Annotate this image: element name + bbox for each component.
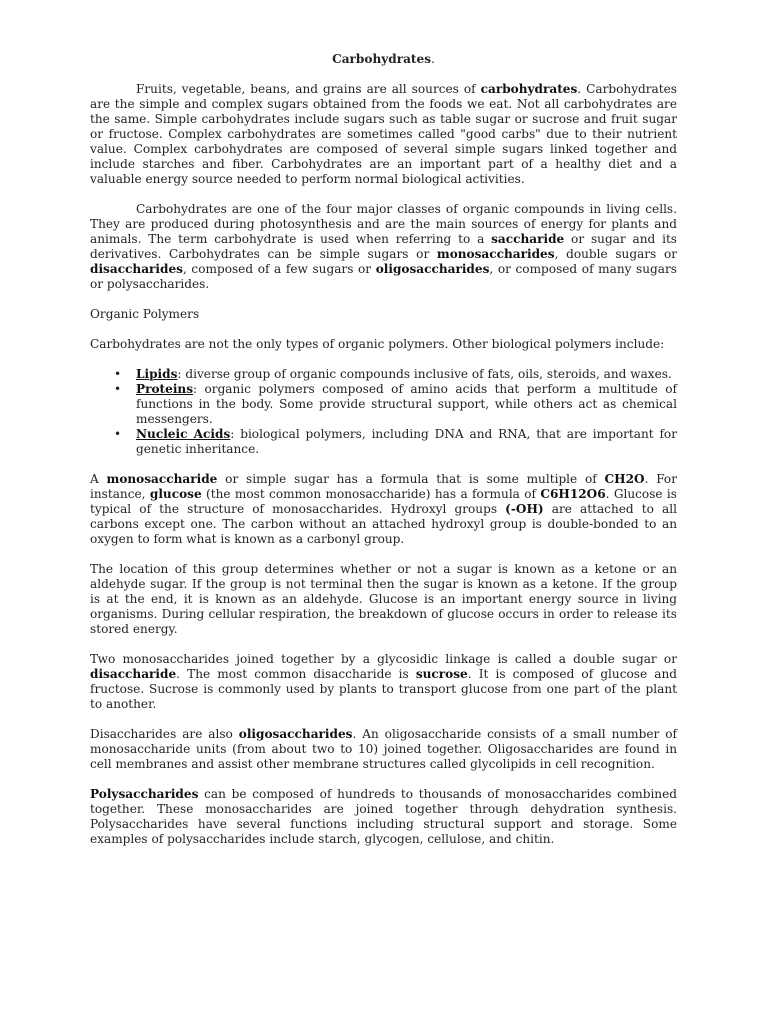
text-run: . It is composed of glucose and fructose. Sucrose is commonly used by plants to transport glucose from one part of the plant to another.: [90, 667, 677, 711]
term-monosaccharide: monosaccharide: [106, 472, 218, 486]
term-proteins: Proteins: [136, 382, 194, 396]
section-heading-organic-polymers: Organic Polymers: [90, 307, 200, 321]
text-run: or simple sugar has a formula that is some multiple of: [217, 472, 605, 486]
term-sucrose: sucrose: [415, 667, 468, 681]
term-disaccharides: disaccharides: [90, 262, 183, 276]
list-item-nucleic-acids: [114, 427, 677, 457]
text-run: can be composed of hundreds to thousands of monosaccharides combined together. These monosaccharides are joined together through dehydration synthesis. Polysaccharides have several functions including structural support and storage. Some examples of polysaccharides include starch, glycogen, cellulose, and chitin.: [90, 787, 677, 846]
term-nucleic-acids: Nucleic Acids: [136, 427, 231, 441]
text-run: . Carbohydrates are the simple and complex sugars obtained from the foods we eat. Not all carbohydrates are the same. Simple carbohydrates include sugars such as table sugar or sucrose and fruit sugar or fructose. Complex carbohydrates are sometimes called "good carbs" due to their nutrient value. Complex carbohydrates are composed of several simple sugars linked together and include starches and fiber. Carbohydrates are an important part of a healthy diet and a valuable energy source needed to perform normal biological activities.: [90, 82, 677, 186]
formula-c6h12o6: C6H12O6: [540, 487, 606, 501]
text-run: . An oligosaccharide consists of a small number of monosaccharide units (from about two to 10) joined together. Oligosaccharides are found in cell membranes and assist other membrane structures called glycolipids in cell recognition.: [90, 727, 677, 771]
formula-ch2o: CH2O: [604, 472, 645, 486]
document-title: [90, 52, 677, 67]
list-item-lipids: [114, 367, 677, 382]
text-run: (the most common monosaccharide) has a formula of: [201, 487, 541, 501]
list-item-text: : biological polymers, including DNA and RNA, that are important for genetic inheritance.: [136, 427, 677, 456]
text-run: . For instance,: [90, 472, 677, 501]
text-run: Two monosaccharides joined together by a glycosidic linkage is called a double sugar or: [90, 652, 677, 666]
paragraph-polysaccharides: [90, 787, 677, 847]
title-text: Carbohydrates: [332, 52, 432, 66]
term-disaccharide: disaccharide: [90, 667, 177, 681]
term-monosaccharides: monosaccharides: [436, 247, 555, 261]
text-run: Carbohydrates are one of the four major classes of organic compounds in living cells. They are produced during photosynthesis and are the main sources of energy for plants and animals. The term carbohydrate is used when referring to a: [90, 202, 677, 246]
text-run: , or composed of many sugars or polysaccharides.: [90, 262, 677, 291]
term-glucose: glucose: [149, 487, 202, 501]
paragraph-intro: [90, 82, 677, 187]
text-run: A: [90, 472, 107, 486]
term-saccharide: saccharide: [491, 232, 565, 246]
paragraph-disaccharide: [90, 652, 677, 712]
list-item-text: : diverse group of organic compounds inclusive of fats, oils, steroids, and waxes.: [177, 367, 672, 381]
paragraph-ketone-aldehyde: The location of this group determines whether or not a sugar is known as a ketone or an aldehyde sugar. If the group is not terminal then the sugar is known as a ketone. If the group is at the end, it is known as an aldehyde. Glucose is an important energy source in living organisms. During cellular respiration, the breakdown of glucose occurs in order to release its stored energy.: [90, 562, 677, 636]
term-oligosaccharides: oligosaccharides: [238, 727, 353, 741]
bullet-marker: •: [114, 427, 122, 441]
bullet-marker: •: [114, 382, 122, 396]
paragraph-monosaccharide: [90, 472, 677, 547]
paragraph-classes: [90, 202, 677, 292]
list-item-text: : organic polymers composed of amino acids that perform a multitude of functions in the body. Some provide structural support, while others act as chemical messengers.: [136, 382, 677, 426]
text-run: are attached to all carbons except one. The carbon without an attached hydroxyl group is double-bonded to an oxygen to form what is known as a carbonyl group.: [90, 502, 677, 546]
bullet-marker: •: [114, 367, 122, 381]
term-lipids: Lipids: [136, 367, 178, 381]
paragraph-oligosaccharides: [90, 727, 677, 772]
text-run: , composed of a few sugars or: [182, 262, 376, 276]
text-run: Fruits, vegetable, beans, and grains are all sources of: [136, 82, 481, 96]
paragraph-polymers: Carbohydrates are not the only types of organic polymers. Other biological polymers include:: [90, 337, 665, 351]
text-run: , double sugars or: [554, 247, 678, 261]
text-run: Disaccharides are also: [90, 727, 239, 741]
term-oligosaccharides: oligosaccharides: [375, 262, 490, 276]
term-polysaccharides: Polysaccharides: [90, 787, 199, 801]
text-run: . Glucose is typical of the structure of monosaccharides. Hydroxyl groups: [90, 487, 677, 516]
text-run: or sugar and its derivatives. Carbohydrates can be simple sugars or: [90, 232, 678, 261]
title-punctuation: .: [431, 52, 435, 66]
polymer-list: [90, 367, 677, 457]
formula-hydroxyl: (-OH): [505, 502, 544, 516]
document-page: [90, 52, 677, 862]
text-run: . The most common disaccharide is: [176, 667, 416, 681]
list-item-proteins: [114, 382, 677, 427]
term-carbohydrates: carbohydrates: [480, 82, 578, 96]
